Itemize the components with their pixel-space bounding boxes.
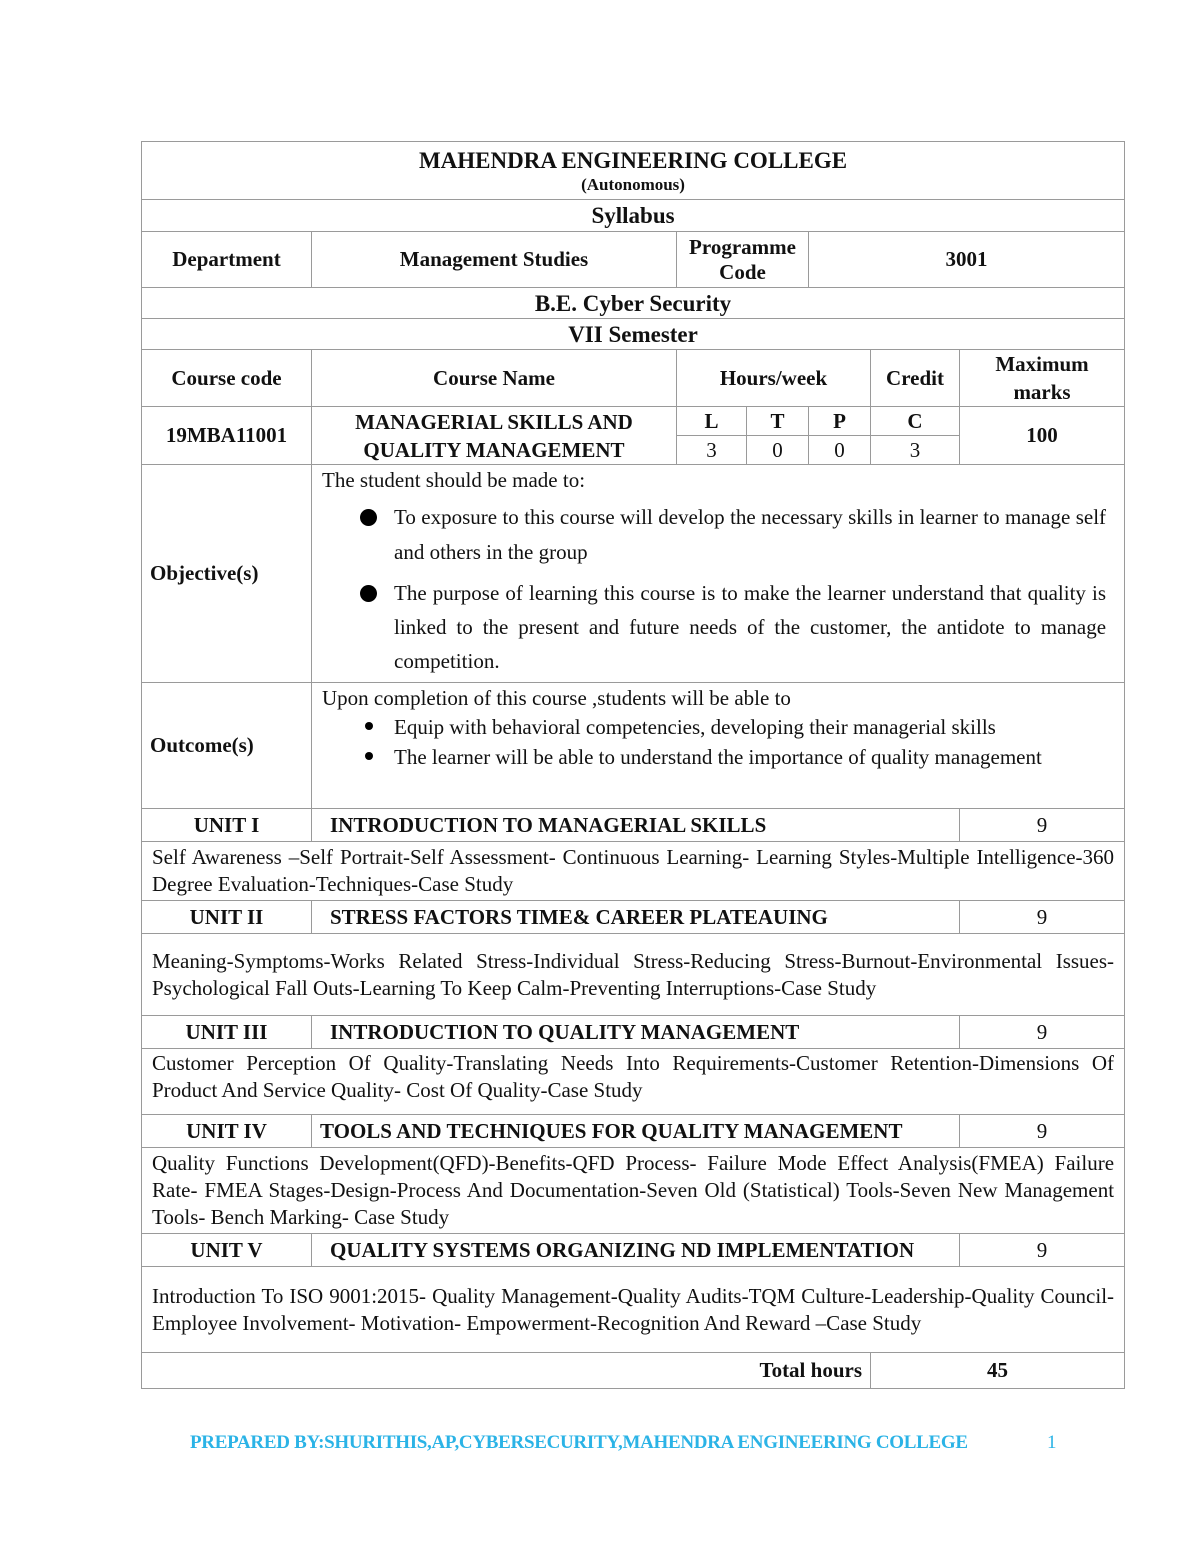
course-code-header: Course code: [142, 350, 312, 407]
outcomes-label: Outcome(s): [142, 683, 312, 809]
bullet-icon: [365, 722, 373, 730]
semester: VII Semester: [142, 319, 1125, 350]
unit-title: QUALITY SYSTEMS ORGANIZING ND IMPLEMENTATION: [312, 1234, 960, 1267]
unit-label: UNIT III: [142, 1016, 312, 1049]
list-item: To exposure to this course will develop the necessary skills in learner to manage self and others in the group: [322, 500, 1106, 570]
unit-hours: 9: [960, 1016, 1125, 1049]
unit-content: Customer Perception Of Quality-Translating Needs Into Requirements-Customer Retention-Dimensions Of Product And Service Quality- Cost Of Quality-Case Study: [142, 1049, 1125, 1115]
objectives-content: [312, 465, 1125, 683]
t-value: 0: [747, 436, 809, 465]
unit-label: UNIT I: [142, 809, 312, 842]
list-item: The purpose of learning this course is to make the learner understand that quality is linked to the present and future needs of the customer, the antidote to manage competition.: [322, 576, 1106, 678]
total-hours-label: Total hours: [747, 1353, 871, 1389]
unit-title: INTRODUCTION TO QUALITY MANAGEMENT: [312, 1016, 960, 1049]
bullet-icon: [360, 509, 377, 526]
bullet-icon: [360, 585, 377, 602]
department-label: Department: [142, 232, 312, 288]
objectives-list: [322, 500, 1106, 678]
l-value: 3: [677, 436, 747, 465]
unit-title: STRESS FACTORS TIME& CAREER PLATEAUING: [312, 901, 960, 934]
page-number: 1: [1047, 1432, 1057, 1453]
unit-hours: 9: [960, 1115, 1125, 1148]
unit-content: Introduction To ISO 9001:2015- Quality Management-Quality Audits-TQM Culture-Leadership-Quality Council-Employee Involvement- Motivation- Empowerment-Recognition And Reward –Case Study: [142, 1267, 1125, 1353]
c-value: 3: [871, 436, 960, 465]
unit-label: UNIT II: [142, 901, 312, 934]
course-code-value: 19MBA11001: [142, 407, 312, 465]
list-item: The learner will be able to understand the importance of quality management: [322, 742, 1106, 772]
unit-label: UNIT IV: [142, 1115, 312, 1148]
objectives-intro: The student should be made to:: [322, 468, 586, 492]
bullet-icon: [365, 752, 373, 760]
unit-title: INTRODUCTION TO MANAGERIAL SKILLS: [312, 809, 960, 842]
max-marks-value: 100: [960, 407, 1125, 465]
total-hours-value: 45: [871, 1353, 1125, 1389]
p-label: P: [809, 407, 871, 436]
unit-hours: 9: [960, 1234, 1125, 1267]
p-value: 0: [809, 436, 871, 465]
programme-code-label: Programme Code: [677, 232, 809, 288]
college-name: MAHENDRA ENGINEERING COLLEGE: [418, 147, 848, 173]
college-header: [142, 142, 1125, 200]
department-value: Management Studies: [312, 232, 677, 288]
l-label: L: [677, 407, 747, 436]
syllabus-title: Syllabus: [142, 200, 1125, 232]
objectives-label: Objective(s): [142, 465, 312, 683]
c-label: C: [871, 407, 960, 436]
unit-content: Meaning-Symptoms-Works Related Stress-Individual Stress-Reducing Stress-Burnout-Environmental Issues-Psychological Fall Outs-Learning To Keep Calm-Preventing Interruptions-Case Study: [142, 934, 1125, 1016]
unit-content: Self Awareness –Self Portrait-Self Assessment- Continuous Learning- Learning Styles-Multiple Intelligence-360 Degree Evaluation-Techniques-Case Study: [142, 842, 1125, 901]
syllabus-document: [141, 141, 1124, 1389]
outcomes-list: [322, 712, 1106, 772]
course-name-value: MANAGERIAL SKILLS AND QUALITY MANAGEMENT: [312, 407, 677, 465]
t-label: T: [747, 407, 809, 436]
unit-label: UNIT V: [142, 1234, 312, 1267]
unit-hours: 9: [960, 809, 1125, 842]
programme-name: B.E. Cyber Security: [142, 288, 1125, 319]
outcomes-content: [312, 683, 1125, 809]
unit-content: Quality Functions Development(QFD)-Benefits-QFD Process- Failure Mode Effect Analysis(FMEA) Failure Rate- FMEA Stages-Design-Process And Documentation-Seven Old (Statistical) Tools-Seven New Management Tools- Bench Marking- Case Study: [142, 1148, 1125, 1234]
max-marks-header: Maximum marks: [960, 350, 1125, 407]
programme-code-value: 3001: [809, 232, 1125, 288]
prepared-by-footer: PREPARED BY:SHURITHIS,AP,CYBERSECURITY,MAHENDRA ENGINEERING COLLEGE: [190, 1432, 968, 1453]
course-name-header: Course Name: [312, 350, 677, 407]
list-item: Equip with behavioral competencies, developing their managerial skills: [322, 712, 1106, 742]
unit-hours: 9: [960, 901, 1125, 934]
autonomous-label: (Autonomous): [581, 174, 685, 194]
syllabus-table: [141, 141, 1125, 1389]
credit-header: Credit: [871, 350, 960, 407]
unit-title: TOOLS AND TECHNIQUES FOR QUALITY MANAGEMENT: [312, 1115, 960, 1148]
hours-week-header: Hours/week: [677, 350, 871, 407]
outcomes-intro: Upon completion of this course ,students will be able to: [322, 686, 791, 710]
